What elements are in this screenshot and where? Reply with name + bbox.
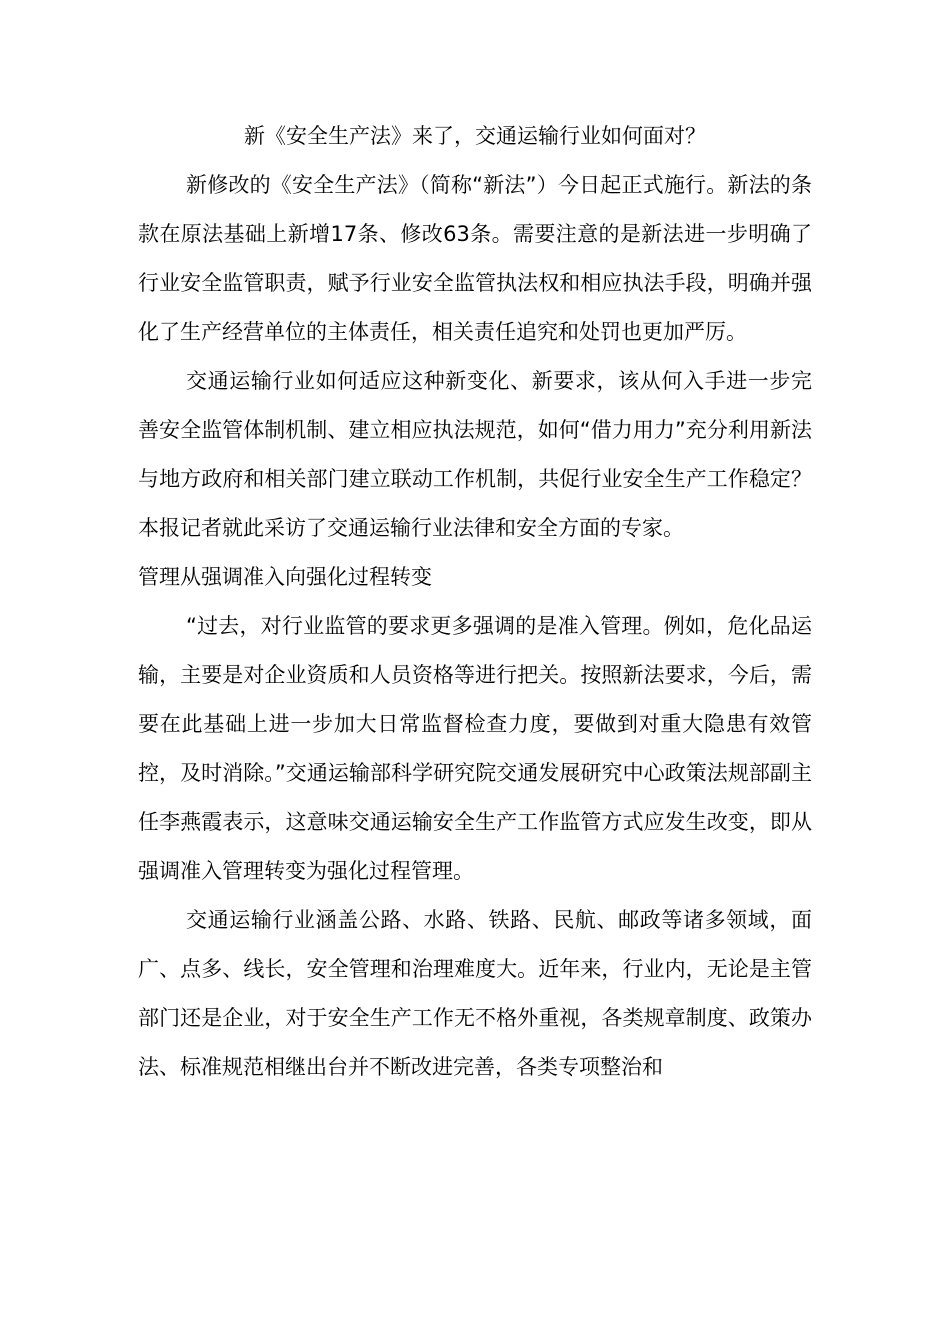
document-body <box>138 112 812 1092</box>
paragraph-1: 新修改的《安全生产法》（简称“新法”）今日起正式施行。新法的条款在原法基础上新增17条、修改63条。需要注意的是新法进一步明确了行业安全监管职责，赋予行业安全监管执法权和相应执法手段，明确并强化了生产经营单位的主体责任，相关责任追究和处罚也更加严厉。 <box>138 173 812 344</box>
paragraph-3: “过去，对行业监管的要求更多强调的是准入管理。例如，危化品运输，主要是对企业资质和人员资格等进行把关。按照新法要求，今后，需要在此基础上进一步加大日常监督检查力度，要做到对重大隐患有效管控，及时消除。”交通运输部科学研究院交通发展研究中心政策法规部副主任李燕霞表示，这意味交通运输安全生产工作监管方式应发生改变，即从强调准入管理转变为强化过程管理。 <box>138 614 812 883</box>
paragraph-4: 交通运输行业涵盖公路、水路、铁路、民航、邮政等诸多领域，面广、点多、线长，安全管理和治理难度大。近年来，行业内，无论是主管部门还是企业，对于安全生产工作无不格外重视，各类规章制度、政策办法、标准规范相继出台并不断改进完善，各类专项整治和 <box>138 908 812 1079</box>
section-heading: 管理从强调准入向强化过程转变 <box>138 565 432 589</box>
paragraph-2: 交通运输行业如何适应这种新变化、新要求，该从何入手进一步完善安全监管体制机制、建立相应执法规范，如何“借力用力”充分利用新法与地方政府和相关部门建立联动工作机制，共促行业安全生产工作稳定？本报记者就此采访了交通运输行业法律和安全方面的专家。 <box>138 369 812 540</box>
document-title: 新《安全生产法》来了，交通运输行业如何面对？ <box>244 124 706 148</box>
